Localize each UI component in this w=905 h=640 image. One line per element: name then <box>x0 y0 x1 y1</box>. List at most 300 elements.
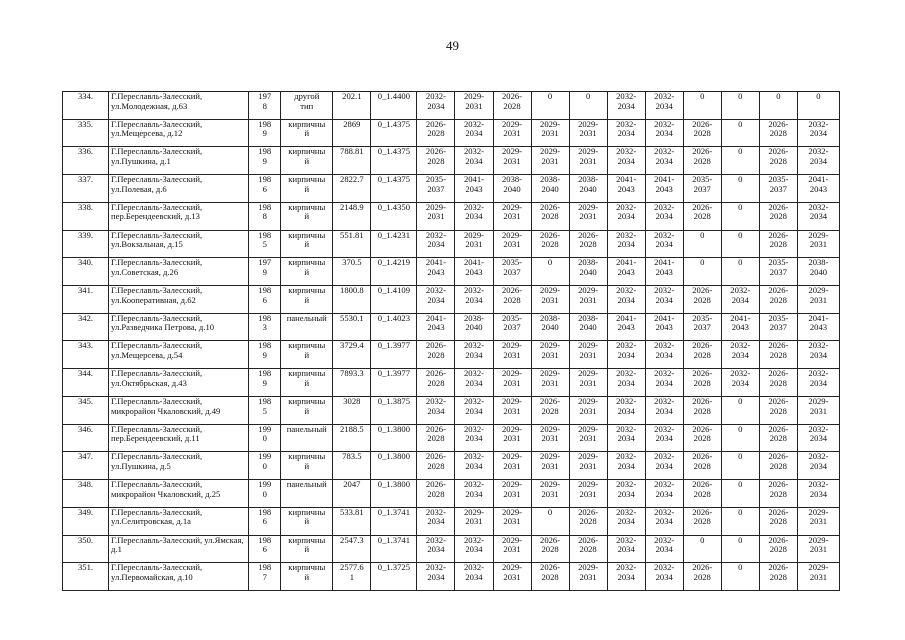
address-cell: Г.Переславль-Залесский, ул.Первомайская, д.10 <box>109 563 249 591</box>
repair-period-cell: 2032- 2034 <box>455 424 493 452</box>
repair-period-cell: 2032- 2034 <box>607 341 645 369</box>
area-cell: 2047 <box>333 480 371 508</box>
address-cell: Г.Переславль-Залесский, ул.Пушкина, д.5 <box>109 452 249 480</box>
repair-period-cell: 2032- 2034 <box>607 369 645 397</box>
index-cell: 0_1.4350 <box>371 202 417 230</box>
repair-period-cell: 2035- 2037 <box>683 313 721 341</box>
repair-period-cell: 2038- 2040 <box>569 313 607 341</box>
repair-period-cell: 2032- 2034 <box>645 341 683 369</box>
year-built-cell: 198 8 <box>249 202 281 230</box>
repair-period-cell: 2032- 2034 <box>607 396 645 424</box>
wall-material-cell: кирпичны й <box>281 119 333 147</box>
repair-period-cell: 0 <box>531 507 569 535</box>
wall-material-cell: панельный <box>281 313 333 341</box>
table-row <box>63 480 840 508</box>
repair-period-cell: 2026- 2028 <box>683 452 721 480</box>
repair-period-cell: 2032- 2034 <box>607 230 645 258</box>
repair-period-cell: 2026- 2028 <box>759 369 797 397</box>
repair-period-cell: 0 <box>759 92 797 120</box>
repair-period-cell: 2029- 2031 <box>493 424 531 452</box>
table-row <box>63 563 840 591</box>
repair-period-cell: 2029- 2031 <box>797 286 839 314</box>
table-row <box>63 396 840 424</box>
year-built-cell: 198 6 <box>249 535 281 563</box>
wall-material-cell: кирпичны й <box>281 202 333 230</box>
row-number: 334. <box>63 92 109 120</box>
repair-period-cell: 2041- 2043 <box>455 175 493 203</box>
repair-period-cell: 2029- 2031 <box>417 202 455 230</box>
address-cell: Г.Переславль-Залесский, пер.Берендеевский, д.13 <box>109 202 249 230</box>
repair-period-cell: 2026- 2028 <box>683 563 721 591</box>
repair-period-cell: 0 <box>721 507 759 535</box>
repair-period-cell: 0 <box>683 92 721 120</box>
repair-period-cell: 2032- 2034 <box>645 424 683 452</box>
index-cell: 0_1.4109 <box>371 286 417 314</box>
repair-period-cell: 2026- 2028 <box>683 147 721 175</box>
area-cell: 1800.8 <box>333 286 371 314</box>
index-cell: 0_1.4375 <box>371 147 417 175</box>
repair-period-cell: 0 <box>531 92 569 120</box>
wall-material-cell: кирпичны й <box>281 396 333 424</box>
year-built-cell: 198 9 <box>249 147 281 175</box>
repair-period-cell: 2032- 2034 <box>797 202 839 230</box>
repair-period-cell: 2026- 2028 <box>759 230 797 258</box>
repair-period-cell: 2032- 2034 <box>721 286 759 314</box>
repair-period-cell: 2026- 2028 <box>531 396 569 424</box>
repair-period-cell: 0 <box>721 452 759 480</box>
area-cell: 2148.9 <box>333 202 371 230</box>
wall-material-cell: другой тип <box>281 92 333 120</box>
repair-period-cell: 2026- 2028 <box>531 230 569 258</box>
repair-period-cell: 2029- 2031 <box>493 507 531 535</box>
repair-period-cell: 2026- 2028 <box>759 452 797 480</box>
index-cell: 0_1.4219 <box>371 258 417 286</box>
repair-period-cell: 2029- 2031 <box>531 452 569 480</box>
row-number: 346. <box>63 424 109 452</box>
table-row <box>63 92 840 120</box>
repair-period-cell: 2032- 2034 <box>455 202 493 230</box>
repair-period-cell: 2032- 2034 <box>417 396 455 424</box>
repair-period-cell: 2032- 2034 <box>455 147 493 175</box>
repair-period-cell: 2032- 2034 <box>607 480 645 508</box>
repair-period-cell: 2032- 2034 <box>645 119 683 147</box>
repair-period-cell: 2026- 2028 <box>531 563 569 591</box>
year-built-cell: 198 5 <box>249 230 281 258</box>
repair-period-cell: 2032- 2034 <box>455 369 493 397</box>
repair-period-cell: 2029- 2031 <box>531 286 569 314</box>
repair-period-cell: 2038- 2040 <box>797 258 839 286</box>
table-row <box>63 507 840 535</box>
year-built-cell: 198 3 <box>249 313 281 341</box>
repair-period-cell: 2032- 2034 <box>417 230 455 258</box>
area-cell: 2577.6 1 <box>333 563 371 591</box>
repair-period-cell: 2032- 2034 <box>645 369 683 397</box>
repair-period-cell: 2032- 2034 <box>607 92 645 120</box>
repair-period-cell: 2026- 2028 <box>569 230 607 258</box>
repair-period-cell: 2029- 2031 <box>569 341 607 369</box>
row-number: 341. <box>63 286 109 314</box>
repair-period-cell: 2026- 2028 <box>683 202 721 230</box>
address-cell: Г.Переславль-Залесский, ул.Полевая, д.6 <box>109 175 249 203</box>
repair-period-cell: 2041- 2043 <box>797 175 839 203</box>
repair-period-cell: 2032- 2034 <box>797 341 839 369</box>
repair-period-cell: 2029- 2031 <box>569 286 607 314</box>
row-number: 351. <box>63 563 109 591</box>
table-row <box>63 258 840 286</box>
repair-period-cell: 2041- 2043 <box>417 313 455 341</box>
repair-period-cell: 2029- 2031 <box>493 119 531 147</box>
row-number: 340. <box>63 258 109 286</box>
repair-period-cell: 2032- 2034 <box>797 424 839 452</box>
repair-period-cell: 2032- 2034 <box>797 147 839 175</box>
area-cell: 2822.7 <box>333 175 371 203</box>
repair-period-cell: 2032- 2034 <box>645 563 683 591</box>
repair-period-cell: 2029- 2031 <box>569 563 607 591</box>
repair-period-cell: 0 <box>721 258 759 286</box>
repair-period-cell: 2029- 2031 <box>569 396 607 424</box>
repair-period-cell: 2029- 2031 <box>493 230 531 258</box>
area-cell: 2188.5 <box>333 424 371 452</box>
table-row <box>63 424 840 452</box>
year-built-cell: 198 9 <box>249 341 281 369</box>
wall-material-cell: кирпичны й <box>281 563 333 591</box>
repair-period-cell: 2032- 2034 <box>607 452 645 480</box>
table-row <box>63 535 840 563</box>
repair-period-cell: 2026- 2028 <box>569 507 607 535</box>
address-cell: Г.Переславль-Залесский, ул.Вокзальная, д.15 <box>109 230 249 258</box>
address-cell: Г.Переславль-Залесский, ул.Октябрьская, д.43 <box>109 369 249 397</box>
repair-period-cell: 2026- 2028 <box>417 119 455 147</box>
repair-period-cell: 2029- 2031 <box>493 147 531 175</box>
wall-material-cell: кирпичны й <box>281 452 333 480</box>
repair-period-cell: 2029- 2031 <box>493 369 531 397</box>
repair-period-cell: 2032- 2034 <box>417 92 455 120</box>
repair-period-cell: 2038- 2040 <box>569 175 607 203</box>
repair-period-cell: 2029- 2031 <box>455 92 493 120</box>
repair-period-cell: 2038- 2040 <box>569 258 607 286</box>
repair-period-cell: 2029- 2031 <box>455 230 493 258</box>
repair-period-cell: 2029- 2031 <box>455 507 493 535</box>
repair-period-cell: 2026- 2028 <box>531 535 569 563</box>
wall-material-cell: кирпичны й <box>281 230 333 258</box>
year-built-cell: 198 6 <box>249 175 281 203</box>
wall-material-cell: панельный <box>281 480 333 508</box>
index-cell: 0_1.4375 <box>371 119 417 147</box>
repair-period-cell: 2029- 2031 <box>569 452 607 480</box>
area-cell: 551.81 <box>333 230 371 258</box>
repair-period-cell: 2035- 2037 <box>493 258 531 286</box>
repair-period-cell: 2026- 2028 <box>759 147 797 175</box>
address-cell: Г.Переславль-Залесский, ул.Мещерсева, д.54 <box>109 341 249 369</box>
repair-period-cell: 2029- 2031 <box>531 369 569 397</box>
year-built-cell: 198 6 <box>249 286 281 314</box>
repair-period-cell: 2032- 2034 <box>455 396 493 424</box>
year-built-cell: 198 5 <box>249 396 281 424</box>
repair-period-cell: 2026- 2028 <box>683 286 721 314</box>
address-cell: Г.Переславль-Залесский, ул.Ямская, д.1 <box>109 535 249 563</box>
repair-period-cell: 0 <box>721 563 759 591</box>
repair-period-cell: 2041- 2043 <box>721 313 759 341</box>
address-cell: Г.Переславль-Залесский, ул.Кооперативная, д.62 <box>109 286 249 314</box>
repair-period-cell: 0 <box>683 258 721 286</box>
repair-period-cell: 2026- 2028 <box>417 147 455 175</box>
repair-period-cell: 0 <box>721 396 759 424</box>
repair-period-cell: 2026- 2028 <box>759 424 797 452</box>
year-built-cell: 199 0 <box>249 452 281 480</box>
repair-period-cell: 2032- 2034 <box>417 286 455 314</box>
repair-period-cell: 2026- 2028 <box>683 341 721 369</box>
repair-period-cell: 0 <box>797 92 839 120</box>
index-cell: 0_1.3741 <box>371 535 417 563</box>
repair-period-cell: 2032- 2034 <box>645 202 683 230</box>
repair-period-cell: 2032- 2034 <box>797 369 839 397</box>
repair-period-cell: 2032- 2034 <box>797 119 839 147</box>
repair-period-cell: 2032- 2034 <box>607 507 645 535</box>
repair-period-cell: 2032- 2034 <box>721 369 759 397</box>
address-cell: Г.Переславль-Залесский, пер.Берендеевский, д.11 <box>109 424 249 452</box>
repair-period-cell: 0 <box>569 92 607 120</box>
row-number: 343. <box>63 341 109 369</box>
wall-material-cell: кирпичны й <box>281 507 333 535</box>
index-cell: 0_1.4231 <box>371 230 417 258</box>
index-cell: 0_1.4375 <box>371 175 417 203</box>
repair-period-cell: 2029- 2031 <box>493 452 531 480</box>
address-cell: Г.Переславль-Залесский, ул.Пушкина, д.1 <box>109 147 249 175</box>
row-number: 348. <box>63 480 109 508</box>
table-row <box>63 341 840 369</box>
index-cell: 0_1.3977 <box>371 369 417 397</box>
row-number: 338. <box>63 202 109 230</box>
address-cell: Г.Переславль-Залесский, ул.Разведчика Петрова, д.10 <box>109 313 249 341</box>
repair-period-cell: 2026- 2028 <box>759 563 797 591</box>
repair-period-cell: 2029- 2031 <box>797 563 839 591</box>
address-cell: Г.Переславль-Залесский, микрорайон Чкаловский, д.25 <box>109 480 249 508</box>
repair-period-cell: 2035- 2037 <box>493 313 531 341</box>
repair-period-cell: 0 <box>721 480 759 508</box>
area-cell: 2547.3 <box>333 535 371 563</box>
repair-period-cell: 0 <box>721 424 759 452</box>
repair-period-cell: 0 <box>721 119 759 147</box>
repair-period-cell: 2041- 2043 <box>455 258 493 286</box>
wall-material-cell: кирпичны й <box>281 258 333 286</box>
row-number: 347. <box>63 452 109 480</box>
row-number: 350. <box>63 535 109 563</box>
row-number: 336. <box>63 147 109 175</box>
repair-period-cell: 2035- 2037 <box>759 175 797 203</box>
repair-period-cell: 2026- 2028 <box>493 92 531 120</box>
area-cell: 202.1 <box>333 92 371 120</box>
repair-period-cell: 2041- 2043 <box>645 258 683 286</box>
repair-period-cell: 2032- 2034 <box>645 396 683 424</box>
address-cell: Г.Переславль-Залесский, ул.Селитровская, д.1а <box>109 507 249 535</box>
repair-period-cell: 2029- 2031 <box>493 202 531 230</box>
repair-period-cell: 2026- 2028 <box>417 480 455 508</box>
repair-period-cell: 0 <box>721 175 759 203</box>
repair-period-cell: 0 <box>721 230 759 258</box>
index-cell: 0_1.3800 <box>371 480 417 508</box>
year-built-cell: 199 0 <box>249 424 281 452</box>
repair-period-cell: 2041- 2043 <box>645 175 683 203</box>
wall-material-cell: кирпичны й <box>281 286 333 314</box>
index-cell: 0_1.4400 <box>371 92 417 120</box>
table-row <box>63 119 840 147</box>
repair-period-cell: 2029- 2031 <box>493 563 531 591</box>
repair-period-cell: 0 <box>531 258 569 286</box>
table-row <box>63 175 840 203</box>
repair-period-cell: 2041- 2043 <box>417 258 455 286</box>
repair-period-cell: 2032- 2034 <box>455 119 493 147</box>
row-number: 337. <box>63 175 109 203</box>
repair-period-cell: 2032- 2034 <box>455 535 493 563</box>
repair-period-cell: 2041- 2043 <box>607 313 645 341</box>
table-row <box>63 313 840 341</box>
repair-period-cell: 2026- 2028 <box>759 507 797 535</box>
repair-period-cell: 2029- 2031 <box>531 480 569 508</box>
repair-period-cell: 2032- 2034 <box>607 202 645 230</box>
repair-period-cell: 2032- 2034 <box>455 480 493 508</box>
year-built-cell: 197 9 <box>249 258 281 286</box>
repair-period-cell: 2029- 2031 <box>797 230 839 258</box>
repair-period-cell: 2035- 2037 <box>417 175 455 203</box>
repair-period-cell: 0 <box>721 92 759 120</box>
row-number: 335. <box>63 119 109 147</box>
year-built-cell: 199 0 <box>249 480 281 508</box>
row-number: 339. <box>63 230 109 258</box>
wall-material-cell: кирпичны й <box>281 341 333 369</box>
wall-material-cell: кирпичны й <box>281 175 333 203</box>
area-cell: 2869 <box>333 119 371 147</box>
wall-material-cell: кирпичны й <box>281 535 333 563</box>
repair-period-cell: 2026- 2028 <box>683 119 721 147</box>
year-built-cell: 198 7 <box>249 563 281 591</box>
repair-period-cell: 2026- 2028 <box>683 396 721 424</box>
repair-period-cell: 2032- 2034 <box>607 286 645 314</box>
repair-period-cell: 2041- 2043 <box>607 258 645 286</box>
repair-period-cell: 2032- 2034 <box>645 507 683 535</box>
repair-period-cell: 2041- 2043 <box>645 313 683 341</box>
index-cell: 0_1.3977 <box>371 341 417 369</box>
address-cell: Г.Переславль-Залесский, ул.Молодежная, д.63 <box>109 92 249 120</box>
wall-material-cell: панельный <box>281 424 333 452</box>
table-row <box>63 230 840 258</box>
index-cell: 0_1.4023 <box>371 313 417 341</box>
area-cell: 3028 <box>333 396 371 424</box>
wall-material-cell: кирпичны й <box>281 147 333 175</box>
repair-period-cell: 2032- 2034 <box>645 92 683 120</box>
index-cell: 0_1.3800 <box>371 452 417 480</box>
repair-period-cell: 2038- 2040 <box>531 313 569 341</box>
repair-period-cell: 2026- 2028 <box>493 286 531 314</box>
row-number: 345. <box>63 396 109 424</box>
repair-period-cell: 2029- 2031 <box>531 119 569 147</box>
repair-period-cell: 2029- 2031 <box>569 424 607 452</box>
repair-period-cell: 2032- 2034 <box>607 563 645 591</box>
repair-period-cell: 2026- 2028 <box>531 202 569 230</box>
repair-period-cell: 0 <box>721 202 759 230</box>
repair-period-cell: 2026- 2028 <box>569 535 607 563</box>
repair-period-cell: 2029- 2031 <box>493 535 531 563</box>
repair-period-cell: 2026- 2028 <box>683 480 721 508</box>
repair-period-cell: 2026- 2028 <box>759 286 797 314</box>
repair-period-cell: 2026- 2028 <box>417 341 455 369</box>
repair-period-cell: 0 <box>683 535 721 563</box>
area-cell: 783.5 <box>333 452 371 480</box>
repair-period-cell: 2029- 2031 <box>569 147 607 175</box>
year-built-cell: 198 9 <box>249 369 281 397</box>
repair-period-cell: 0 <box>683 230 721 258</box>
repair-period-cell: 2032- 2034 <box>797 480 839 508</box>
table-row <box>63 369 840 397</box>
repair-period-cell: 2032- 2034 <box>607 119 645 147</box>
repair-period-cell: 2032- 2034 <box>645 535 683 563</box>
repair-period-cell: 2032- 2034 <box>455 452 493 480</box>
repair-period-cell: 2026- 2028 <box>759 341 797 369</box>
repair-period-cell: 2035- 2037 <box>759 313 797 341</box>
row-number: 349. <box>63 507 109 535</box>
repair-period-cell: 2032- 2034 <box>607 535 645 563</box>
repair-period-cell: 2038- 2040 <box>493 175 531 203</box>
repair-period-cell: 2032- 2034 <box>417 507 455 535</box>
repair-period-cell: 2032- 2034 <box>721 341 759 369</box>
area-cell: 788.81 <box>333 147 371 175</box>
repair-period-cell: 2029- 2031 <box>493 396 531 424</box>
index-cell: 0_1.3725 <box>371 563 417 591</box>
repair-period-cell: 2026- 2028 <box>759 119 797 147</box>
index-cell: 0_1.3741 <box>371 507 417 535</box>
housing-repair-schedule-table <box>62 91 840 591</box>
repair-period-cell: 2032- 2034 <box>645 452 683 480</box>
year-built-cell: 198 9 <box>249 119 281 147</box>
row-number: 342. <box>63 313 109 341</box>
repair-period-cell: 2029- 2031 <box>797 507 839 535</box>
repair-period-cell: 2035- 2037 <box>759 258 797 286</box>
repair-period-cell: 2029- 2031 <box>569 119 607 147</box>
repair-period-cell: 2041- 2043 <box>797 313 839 341</box>
wall-material-cell: кирпичны й <box>281 369 333 397</box>
repair-period-cell: 2032- 2034 <box>417 535 455 563</box>
table-row <box>63 202 840 230</box>
repair-period-cell: 2032- 2034 <box>455 341 493 369</box>
address-cell: Г.Переславль-Залесский, микрорайон Чкаловский, д.49 <box>109 396 249 424</box>
repair-period-cell: 2029- 2031 <box>797 535 839 563</box>
repair-period-cell: 0 <box>721 535 759 563</box>
repair-period-cell: 2032- 2034 <box>797 452 839 480</box>
index-cell: 0_1.3800 <box>371 424 417 452</box>
repair-period-cell: 2026- 2028 <box>683 507 721 535</box>
area-cell: 5530.1 <box>333 313 371 341</box>
page-number: 49 <box>446 38 459 53</box>
repair-period-cell: 2032- 2034 <box>645 230 683 258</box>
repair-period-cell: 2029- 2031 <box>531 147 569 175</box>
area-cell: 7893.3 <box>333 369 371 397</box>
repair-period-cell: 2029- 2031 <box>569 369 607 397</box>
address-cell: Г.Переславль-Залесский, ул.Мещерсева, д.12 <box>109 119 249 147</box>
repair-period-cell: 2032- 2034 <box>645 147 683 175</box>
repair-period-cell: 2026- 2028 <box>759 202 797 230</box>
repair-period-cell: 2032- 2034 <box>645 286 683 314</box>
repair-period-cell: 0 <box>721 147 759 175</box>
area-cell: 370.5 <box>333 258 371 286</box>
area-cell: 533.81 <box>333 507 371 535</box>
repair-period-cell: 2032- 2034 <box>455 286 493 314</box>
repair-period-cell: 2032- 2034 <box>417 563 455 591</box>
repair-period-cell: 2035- 2037 <box>683 175 721 203</box>
table-row <box>63 147 840 175</box>
repair-period-cell: 2032- 2034 <box>607 147 645 175</box>
table-row <box>63 452 840 480</box>
repair-period-cell: 2029- 2031 <box>531 341 569 369</box>
repair-period-cell: 2026- 2028 <box>417 424 455 452</box>
